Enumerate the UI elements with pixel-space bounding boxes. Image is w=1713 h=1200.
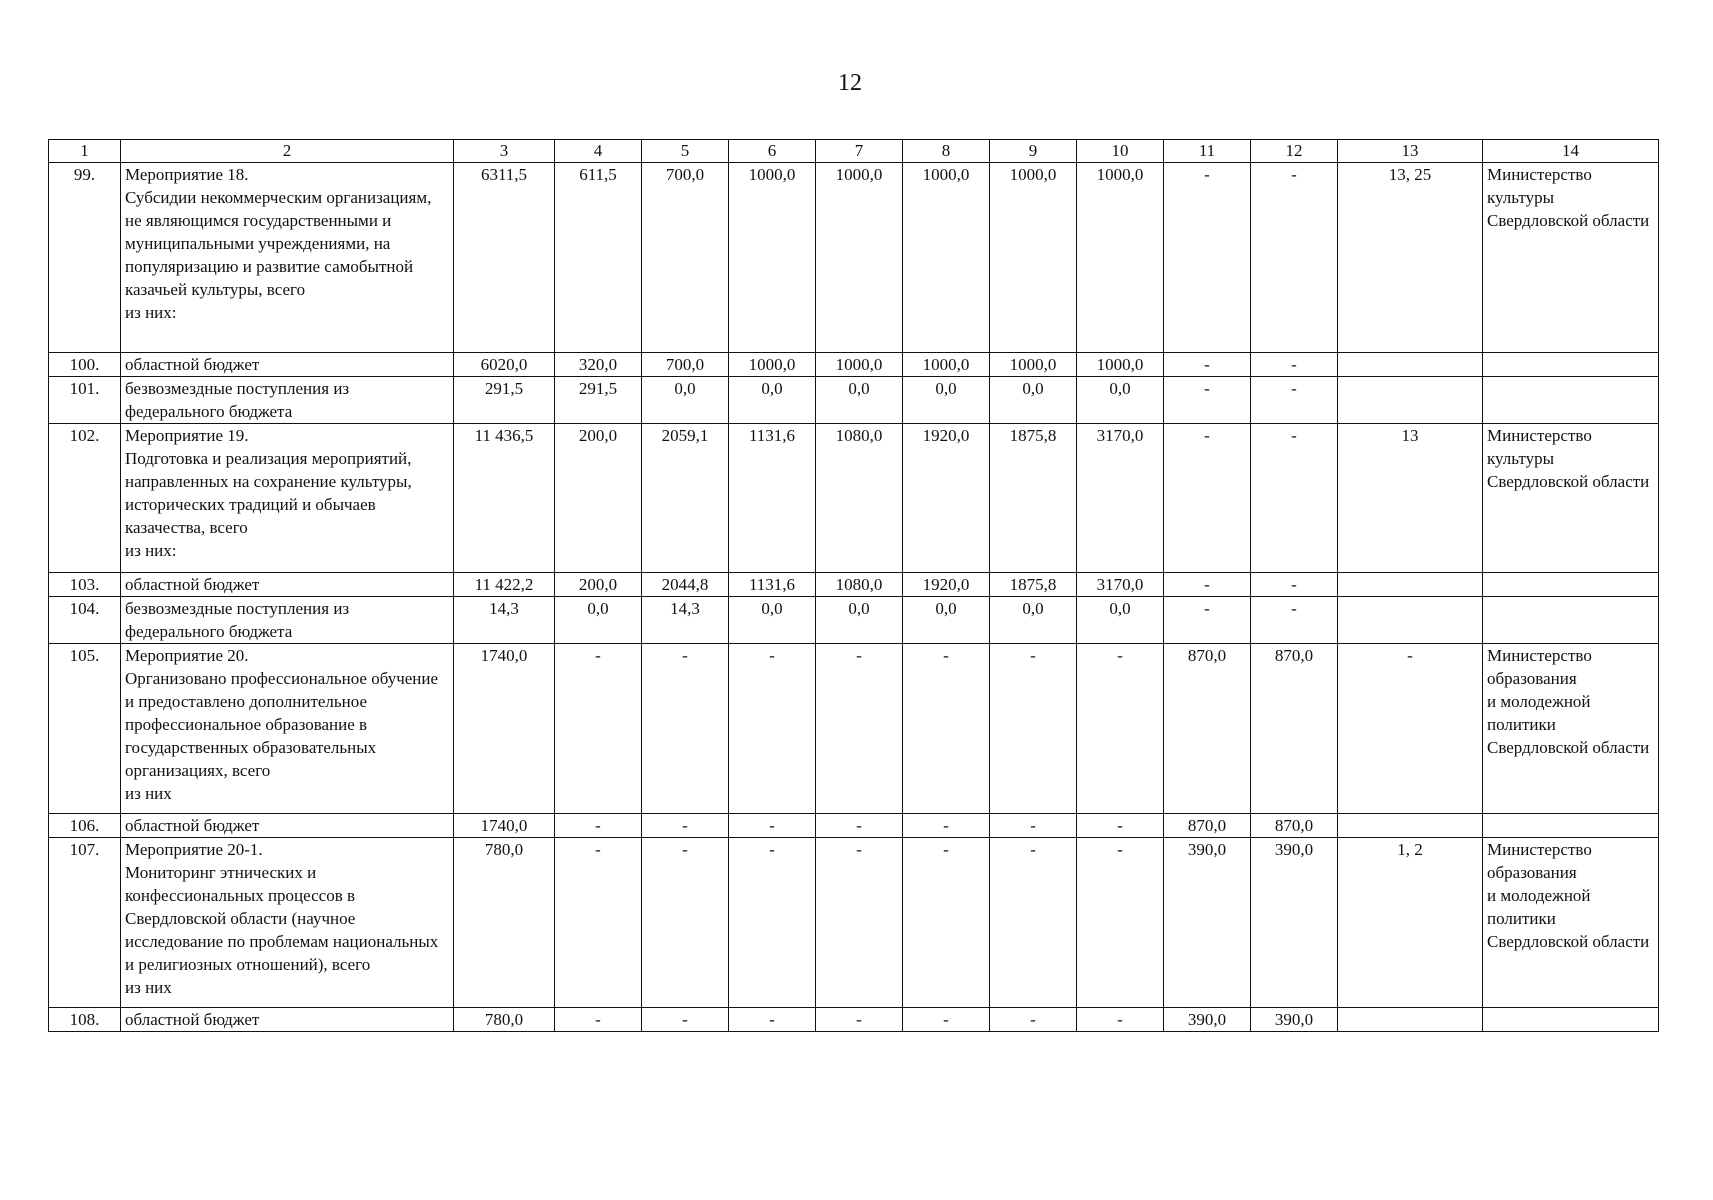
value-col-12: 390,0 [1251,838,1338,1008]
value-col-8: 1000,0 [903,353,990,377]
value-col-8: - [903,838,990,1008]
value-col-11: 870,0 [1164,814,1251,838]
row-number: 102. [49,424,121,573]
value-col-6: 0,0 [729,377,816,424]
value-col-6: - [729,814,816,838]
value-col-6: - [729,644,816,814]
value-col-8: 1920,0 [903,573,990,597]
row-number: 101. [49,377,121,424]
value-col-10: 1000,0 [1077,163,1164,353]
value-col-6: 1000,0 [729,353,816,377]
column-number-11: 11 [1164,140,1251,163]
value-col-10: 0,0 [1077,597,1164,644]
value-col-9: 1000,0 [990,163,1077,353]
value-col-12: - [1251,424,1338,573]
column-number-13: 13 [1338,140,1483,163]
column-number-5: 5 [642,140,729,163]
row-description: областной бюджет [121,1008,454,1032]
row-description: Мероприятие 20. Организовано профессиональное обучение и предоставлено дополнительное профессиональное образование в государственных образовательных организациях, всего из них [121,644,454,814]
value-col-4: - [555,838,642,1008]
value-col-9: - [990,1008,1077,1032]
value-col-9: 0,0 [990,597,1077,644]
value-col-8: 0,0 [903,597,990,644]
value-col-3: 1740,0 [454,814,555,838]
value-col-3: 6020,0 [454,353,555,377]
value-col-12: 870,0 [1251,814,1338,838]
value-col-11: 390,0 [1164,1008,1251,1032]
row-description: областной бюджет [121,573,454,597]
value-col-11: - [1164,377,1251,424]
value-col-5: - [642,644,729,814]
value-col-3: 291,5 [454,377,555,424]
table-row [49,1008,1659,1032]
row-number: 104. [49,597,121,644]
responsible-executor [1483,597,1659,644]
value-col-4: 0,0 [555,597,642,644]
column-number-7: 7 [816,140,903,163]
value-col-9: - [990,814,1077,838]
responsible-executor: Министерство образования и молодежной политики Свердловской области [1483,838,1659,1008]
value-col-8: 1000,0 [903,163,990,353]
target-indicator-ref [1338,1008,1483,1032]
column-number-6: 6 [729,140,816,163]
column-number-8: 8 [903,140,990,163]
value-col-4: - [555,1008,642,1032]
target-indicator-ref: 1, 2 [1338,838,1483,1008]
column-number-3: 3 [454,140,555,163]
value-col-7: - [816,1008,903,1032]
value-col-9: 1000,0 [990,353,1077,377]
value-col-6: 0,0 [729,597,816,644]
value-col-7: - [816,838,903,1008]
table-row [49,838,1659,1008]
row-number: 99. [49,163,121,353]
value-col-4: 611,5 [555,163,642,353]
value-col-5: 14,3 [642,597,729,644]
value-col-9: 1875,8 [990,573,1077,597]
value-col-5: 2059,1 [642,424,729,573]
row-description: Мероприятие 19. Подготовка и реализация мероприятий, направленных на сохранение культуры, исторических традиций и обычаев казачества, всего из них: [121,424,454,573]
value-col-7: 0,0 [816,377,903,424]
table-row [49,377,1659,424]
value-col-6: 1131,6 [729,573,816,597]
value-col-10: - [1077,644,1164,814]
value-col-4: - [555,814,642,838]
column-number-10: 10 [1077,140,1164,163]
value-col-9: - [990,838,1077,1008]
target-indicator-ref [1338,573,1483,597]
target-indicator-ref [1338,597,1483,644]
value-col-8: 1920,0 [903,424,990,573]
value-col-12: - [1251,573,1338,597]
value-col-10: 0,0 [1077,377,1164,424]
value-col-7: 1000,0 [816,163,903,353]
value-col-4: 320,0 [555,353,642,377]
value-col-6: 1000,0 [729,163,816,353]
value-col-11: - [1164,573,1251,597]
table-row [49,597,1659,644]
value-col-5: 2044,8 [642,573,729,597]
value-col-10: 3170,0 [1077,573,1164,597]
value-col-5: 700,0 [642,163,729,353]
value-col-8: - [903,644,990,814]
column-number-12: 12 [1251,140,1338,163]
target-indicator-ref: 13 [1338,424,1483,573]
program-table [48,139,1659,1032]
value-col-7: 1000,0 [816,353,903,377]
value-col-11: 870,0 [1164,644,1251,814]
row-number: 107. [49,838,121,1008]
row-number: 105. [49,644,121,814]
row-number: 106. [49,814,121,838]
value-col-5: - [642,1008,729,1032]
table-row [49,424,1659,573]
value-col-9: - [990,644,1077,814]
value-col-7: - [816,814,903,838]
row-description: областной бюджет [121,814,454,838]
value-col-4: 291,5 [555,377,642,424]
table-row [49,644,1659,814]
value-col-8: 0,0 [903,377,990,424]
responsible-executor [1483,377,1659,424]
responsible-executor [1483,1008,1659,1032]
value-col-5: - [642,814,729,838]
value-col-10: - [1077,838,1164,1008]
value-col-5: 0,0 [642,377,729,424]
value-col-11: - [1164,353,1251,377]
row-description: безвозмездные поступления из федерального бюджета [121,377,454,424]
responsible-executor: Министерство культуры Свердловской области [1483,424,1659,573]
row-description: безвозмездные поступления из федерального бюджета [121,597,454,644]
value-col-8: - [903,814,990,838]
value-col-3: 11 422,2 [454,573,555,597]
value-col-5: 700,0 [642,353,729,377]
column-number-1: 1 [49,140,121,163]
responsible-executor [1483,573,1659,597]
value-col-3: 780,0 [454,1008,555,1032]
target-indicator-ref [1338,353,1483,377]
value-col-8: - [903,1008,990,1032]
row-description: Мероприятие 20-1. Мониторинг этнических и конфессиональных процессов в Свердловской области (научное исследование по проблемам национальных и религиозных отношений), всего из них [121,838,454,1008]
row-number: 100. [49,353,121,377]
value-col-10: 1000,0 [1077,353,1164,377]
column-number-2: 2 [121,140,454,163]
column-number-row [49,140,1659,163]
table-body [49,163,1659,1032]
value-col-10: - [1077,814,1164,838]
responsible-executor [1483,353,1659,377]
value-col-11: - [1164,597,1251,644]
value-col-9: 0,0 [990,377,1077,424]
responsible-executor: Министерство образования и молодежной политики Свердловской области [1483,644,1659,814]
value-col-11: - [1164,424,1251,573]
value-col-6: - [729,838,816,1008]
value-col-4: - [555,644,642,814]
value-col-10: 3170,0 [1077,424,1164,573]
target-indicator-ref: - [1338,644,1483,814]
row-number: 103. [49,573,121,597]
responsible-executor: Министерство культуры Свердловской области [1483,163,1659,353]
value-col-7: - [816,644,903,814]
value-col-3: 1740,0 [454,644,555,814]
target-indicator-ref [1338,377,1483,424]
value-col-3: 11 436,5 [454,424,555,573]
table-row [49,353,1659,377]
table-row [49,814,1659,838]
row-description: областной бюджет [121,353,454,377]
value-col-10: - [1077,1008,1164,1032]
column-number-9: 9 [990,140,1077,163]
value-col-7: 1080,0 [816,573,903,597]
column-number-4: 4 [555,140,642,163]
value-col-12: - [1251,353,1338,377]
page-number: 12 [838,70,862,96]
value-col-6: 1131,6 [729,424,816,573]
value-col-3: 780,0 [454,838,555,1008]
value-col-12: 390,0 [1251,1008,1338,1032]
value-col-3: 14,3 [454,597,555,644]
target-indicator-ref [1338,814,1483,838]
value-col-6: - [729,1008,816,1032]
column-number-14: 14 [1483,140,1659,163]
value-col-7: 1080,0 [816,424,903,573]
value-col-12: 870,0 [1251,644,1338,814]
target-indicator-ref: 13, 25 [1338,163,1483,353]
responsible-executor [1483,814,1659,838]
value-col-11: - [1164,163,1251,353]
value-col-12: - [1251,377,1338,424]
value-col-3: 6311,5 [454,163,555,353]
value-col-12: - [1251,597,1338,644]
table-row [49,573,1659,597]
value-col-7: 0,0 [816,597,903,644]
value-col-5: - [642,838,729,1008]
value-col-4: 200,0 [555,424,642,573]
value-col-9: 1875,8 [990,424,1077,573]
row-description: Мероприятие 18. Субсидии некоммерческим организациям, не являющимся государственными и муниципальными учреждениями, на популяризацию и развитие самобытной казачьей культуры, всего из них: [121,163,454,353]
value-col-12: - [1251,163,1338,353]
table-row [49,163,1659,353]
value-col-4: 200,0 [555,573,642,597]
row-number: 108. [49,1008,121,1032]
value-col-11: 390,0 [1164,838,1251,1008]
